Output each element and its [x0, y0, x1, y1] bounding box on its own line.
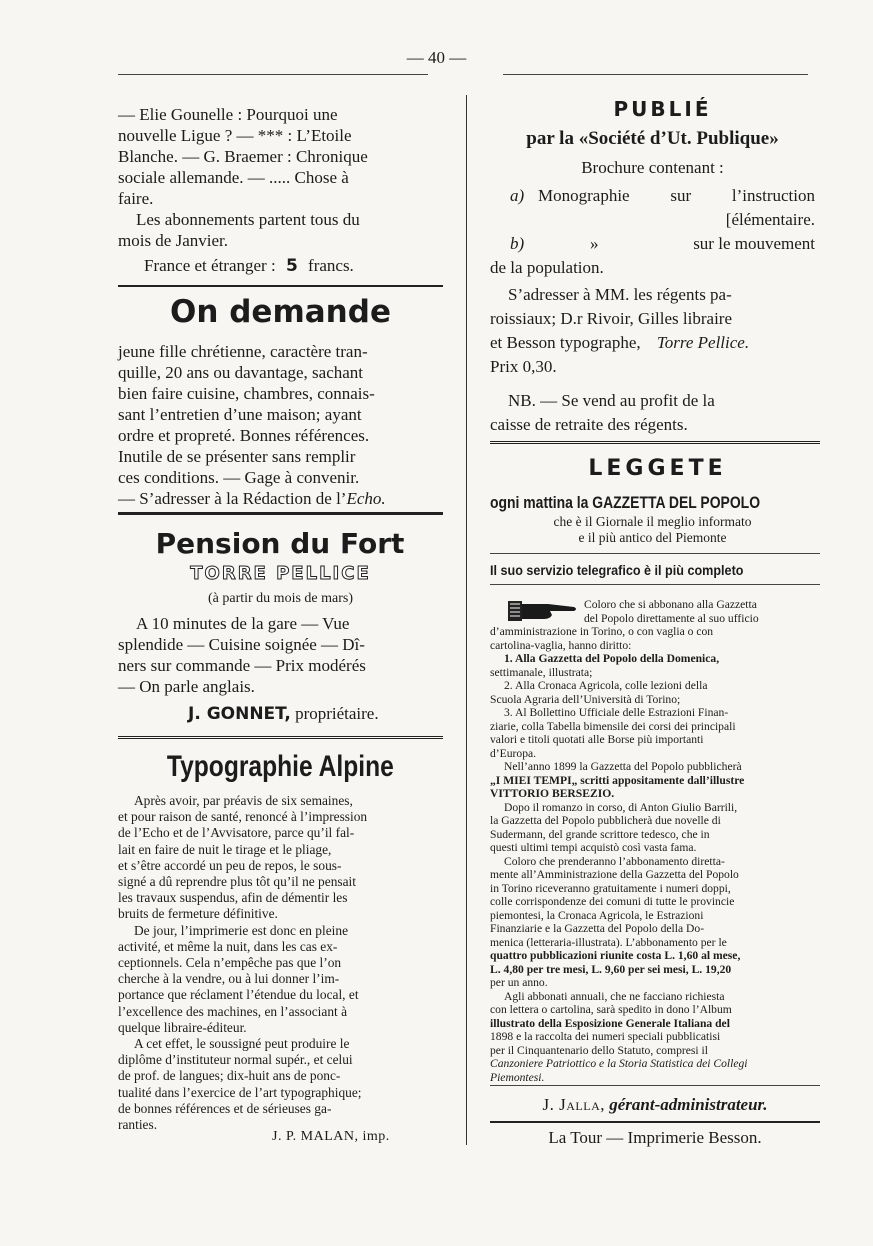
typographie-signature: J. P. MALAN, imp. [272, 1129, 390, 1144]
printer-line: La Tour — Imprimerie Besson. [548, 1128, 762, 1147]
address-line: et Besson typographe, Torre Pellice. [490, 333, 750, 352]
gazzetta-line: d’amministrazione in Torino, o con vaglia o con [490, 625, 714, 638]
leggete-line1 [490, 492, 825, 514]
contents-line: nouvelle Ligue ? — *** : L’Etoile [118, 126, 352, 145]
abonnement-line: Les abonnements partent tous du [136, 210, 360, 229]
pension-owner [188, 703, 448, 725]
demande-text [118, 341, 440, 509]
typo-line: et pour raison de santé, renoncé à l’impression [118, 809, 368, 825]
item-b-label: b) [510, 234, 525, 253]
typographie-title [118, 748, 443, 786]
gazzetta-line: quattro pubblicazioni riunite costa L. 1,60 al mese, [490, 949, 741, 962]
price-value: 5 [285, 256, 298, 276]
demande-line: ordre et propreté. Bonnes références. [118, 426, 370, 445]
typo-line: les travaux suspendus, afin de démentir les [118, 890, 348, 906]
pension-line: splendide — Cuisine soignée — Dî- [118, 635, 365, 654]
item-b-text: sur le mouvement [693, 234, 815, 253]
price-suffix: francs. [308, 256, 354, 275]
gazzetta-line: „I MIEI TEMPI„ scritti appositamente dall’illustre [490, 773, 745, 787]
gerant-role: gérant-administrateur. [609, 1095, 768, 1114]
typo-line: activité, et même la nuit, dans les cas ex- [118, 938, 338, 954]
section-rule [490, 553, 820, 554]
leggete-telegraph-wrap [490, 561, 825, 580]
gazzetta-line: per il Cinquantenario dello Statuto, compresi il [490, 1043, 708, 1057]
gazzetta-line: la Gazzetta del Popolo pubblicherà due novelle di [490, 814, 721, 827]
gazzetta-line: 1. Alla Gazzetta del Popolo della Domenica, [504, 652, 720, 665]
echo-name: Echo. [346, 489, 386, 508]
leggete-line2: che è il Giornale il meglio informato [553, 514, 752, 529]
gazzetta-line: cartolina-vaglia, hanno diritto: [490, 638, 632, 652]
item-a-line [490, 185, 815, 209]
pension-subtitle: TORRE PELLICE [190, 563, 371, 584]
gazzetta-line: 1898 e la raccolta dei numeri speciali pubblicatisi [490, 1030, 721, 1043]
typo-line: Après avoir, par préavis de six semaines, [134, 793, 353, 808]
gazzetta-line: VITTORIO BERSEZIO. [490, 787, 615, 800]
abonnement-line: mois de Janvier. [118, 231, 229, 250]
publie-address [490, 283, 815, 437]
page-number: — 40 — [406, 48, 467, 67]
pension-line: — On parle anglais. [118, 677, 255, 696]
gazzetta-line: 3. Al Bollettino Ufficiale delle Estrazioni Finan- [504, 706, 729, 719]
publie-title: PUBLIÉ [613, 97, 712, 121]
gazzetta-line: 2. Alla Cronaca Agricola, colle lezioni della [504, 679, 708, 692]
typo-line: tualité dans l’exercice de l’art typographique; [118, 1084, 362, 1100]
gazzetta-line: Agli abbonati annuali, che ne facciano richiesta [504, 989, 725, 1003]
typo-line: ranties. [118, 1117, 158, 1133]
contents-line: faire. [118, 189, 154, 208]
typo-line: de prof. de langues; dix-huit ans de ponc- [118, 1068, 341, 1084]
gazzetta-line: Piemontesi. [490, 1070, 545, 1084]
typo-line: bruits de fermeture définitive. [118, 906, 278, 922]
owner-name: J. GONNET, [188, 704, 291, 724]
price-line [118, 255, 440, 277]
typographie-text [118, 793, 441, 1133]
publie-society: par la «Société d’Ut. Publique» [526, 128, 779, 149]
gazzetta-line: questi ultimi tempi acquistò così vasta fama. [490, 841, 697, 854]
section-rule [118, 736, 443, 741]
item-b-ditto: » [590, 234, 599, 253]
gazzetta-line: Canzoniere Patriottico e la Storia Statistica dei Collegi [490, 1057, 748, 1070]
demande-title: On demande [170, 294, 391, 330]
typographie-heading: Typographie Alpine [167, 750, 394, 783]
typo-line: ceptionnels. Cela n’empêche pas que l’on [118, 955, 342, 971]
publie-items [490, 185, 815, 281]
typo-line: de l’Echo et de l’Avvisatore, parce qu’il fal- [118, 825, 355, 841]
gerant-name: J. Jalla, [542, 1095, 605, 1114]
gazzetta-line: illustrato della Esposizione Generale Italiana del [490, 1016, 730, 1030]
address-line: roissiaux; D.r Rivoir, Gilles libraire [490, 309, 733, 328]
section-rule [490, 1121, 820, 1123]
column-divider [466, 95, 467, 1145]
item-a-continuation: [élémentaire. [725, 210, 815, 229]
item-b-continuation: de la population. [490, 258, 604, 277]
pension-line: A 10 minutes de la gare — Vue [136, 614, 350, 633]
gazzetta-line: Sudermann, del grande scrittore tedesco, che in [490, 827, 710, 841]
typo-line: signé a dû reprendre plus tôt qu’il ne pensait [118, 874, 356, 890]
typo-line: diplôme d’instituteur normal supér., et celui [118, 1052, 353, 1068]
gazzetta-line: piemontesi, la Cronaca Agricola, le Estrazioni [490, 908, 704, 922]
gazzetta-line: con lettera o cartolina, sarà spedito in dono l’Album [490, 1003, 732, 1016]
typo-line: De jour, l’imprimerie est donc en pleine [134, 922, 349, 938]
gazzetta-line: d’Europa. [490, 746, 537, 760]
item-a-label: a) [510, 186, 525, 205]
item-b-line [490, 233, 815, 257]
section-rule [118, 512, 443, 515]
gazzetta-line: settimanale, illustrata; [490, 665, 593, 679]
gazzetta-line: L. 4,80 per tre mesi, L. 9,60 per sei mesi, L. 19,20 [490, 962, 732, 976]
section-rule [118, 285, 443, 287]
gazzetta-line: menica (letteraria-illustrata). L’abbonamento per le [490, 935, 727, 949]
demande-line: sant l’entretien d’une maison; ayant [118, 405, 362, 424]
contents-line: — Elie Gounelle : Pourquoi une [118, 105, 338, 124]
gerant-line [490, 1094, 820, 1116]
demande-line: bien faire cuisine, chambres, connais- [118, 384, 375, 403]
gazzetta-line: valori e titoli quotati alle Borse più importanti [490, 733, 704, 746]
top-rule-left [118, 74, 428, 75]
contents-line: sociale allemande. — ..... Chose à [118, 168, 349, 187]
contents-line: Blanche. — G. Braemer : Chronique [118, 147, 368, 166]
pension-text [118, 613, 440, 697]
top-rule-right [503, 74, 808, 75]
gazzetta-line: Coloro che si abbonano alla Gazzetta [584, 598, 757, 611]
nb-line: NB. — Se vend au profit de la [508, 391, 715, 410]
gazzetta-line: del Popolo direttamente al suo ufficio [584, 611, 759, 625]
section-rule [490, 584, 820, 585]
leggete-gazzetta: ogni mattina la GAZZETTA DEL POPOLO [490, 493, 761, 512]
demande-line: Inutile de se présenter sans remplir [118, 447, 356, 466]
address-line: S’adresser à MM. les régents pa- [508, 285, 732, 304]
gazzetta-line: Finanziarie e la Gazzetta del Popolo della Do- [490, 922, 705, 935]
gazzetta-line: Nell’anno 1899 la Gazzetta del Popolo pubblicherà [504, 760, 742, 773]
publie-brochure: Brochure contenant : [581, 158, 724, 177]
price-line: Prix 0,30. [490, 357, 557, 376]
demande-line: quille, 20 ans ou davantage, sachant [118, 363, 364, 382]
leggete-small-text [490, 598, 817, 1084]
pension-line: ners sur commande — Prix modérés [118, 656, 366, 675]
leggete-line3: e il più antico del Piemonte [578, 530, 727, 545]
gazzetta-line: Scuola Agraria dell’Università di Torino; [490, 692, 681, 706]
price-prefix: France et étranger : [144, 256, 276, 275]
gazzetta-line: in Torino riceveranno gratuitamente i numeri doppi, [490, 881, 731, 895]
typo-line: cherche à la vendre, ou à lui donner l’im- [118, 971, 340, 987]
gazzetta-line: colle corrispondenze dei comuni di tutte le provincie [490, 895, 735, 908]
typo-line: portance que réclament l’étendue du local, et [118, 987, 359, 1003]
demande-line: ces conditions. — Gage à convenir. [118, 468, 360, 487]
owner-role: propriétaire. [295, 704, 379, 723]
demande-line: — S’adresser à la Rédaction de l’Echo. [118, 489, 386, 508]
typo-line: l’excellence des machines, en l’associant à [118, 1003, 348, 1019]
demande-line: jeune fille chrétienne, caractère tran- [118, 342, 368, 361]
pension-date: (à partir du mois de mars) [207, 591, 353, 606]
typo-line: A cet effet, le soussigné peut produire le [134, 1036, 350, 1052]
typo-line: quelque libraire-éditeur. [118, 1019, 247, 1035]
typo-line: lait en faire de nuit le tirage et le pliage, [118, 841, 332, 857]
leggete-title: LEGGETE [588, 456, 727, 481]
gazzetta-line: Coloro che prenderanno l’abbonamento diretta- [504, 854, 725, 868]
nb-line: caisse de retraite des régents. [490, 415, 688, 434]
leggete-telegraph: Il suo servizio telegrafico è il più completo [490, 562, 744, 578]
pension-title: Pension du Fort [155, 527, 405, 560]
typo-line: et s’être accordé un peu de repos, le sous- [118, 857, 342, 873]
typo-line: de bonnes références et de sérieuses ga- [118, 1100, 332, 1116]
subscription-block [118, 104, 440, 277]
section-rule [490, 1085, 820, 1086]
section-rule [490, 441, 820, 446]
gazzetta-line: mente all’Amministrazione della Gazzetta del Popolo [490, 868, 739, 881]
gazzetta-line: ziarie, colla Tabella bimensile dei corsi dei principali [490, 719, 736, 733]
gazzetta-line: per un anno. [490, 976, 548, 989]
address-place: Torre Pellice. [656, 333, 750, 352]
item-a-text: Monographie sur l’instruction [538, 186, 815, 205]
gazzetta-line: Dopo il romanzo in corso, di Anton Giulio Barrili, [504, 800, 738, 814]
